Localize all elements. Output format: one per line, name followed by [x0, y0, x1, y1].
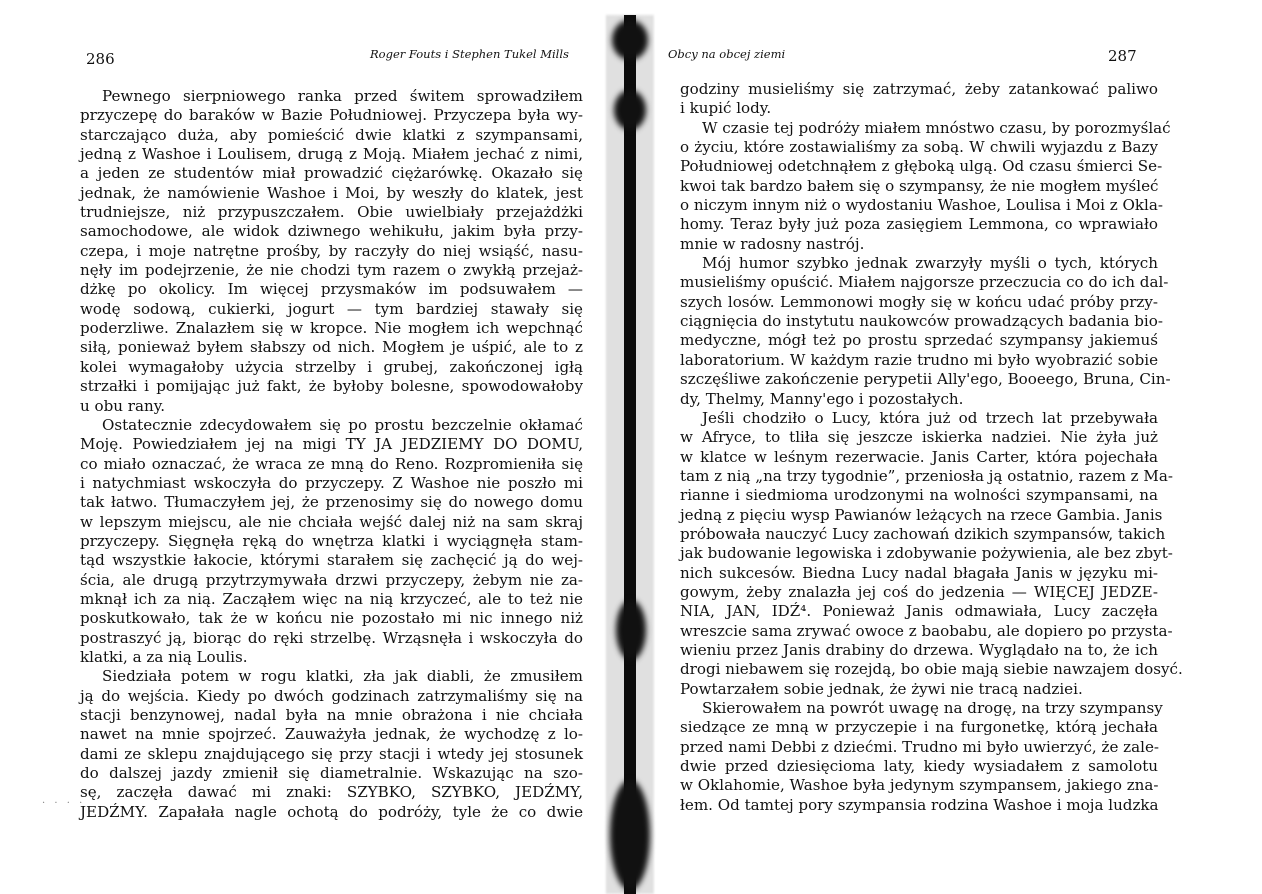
text-line: drogi niebawem się rozejdą, bo obie mają siebie nawzajem dosyć.	[680, 660, 1183, 679]
body-text	[80, 87, 583, 822]
running-head: Roger Fouts i Stephen Tukel Mills	[370, 47, 569, 61]
text-line: o życiu, które zostawialiśmy za sobą. W chwili wyjazdu z Bazy	[680, 138, 1158, 157]
text-line: jedną z Washoe i Loulisem, drugą z Moją. Miałem jechać z nimi,	[80, 145, 583, 164]
text-line: nich sukcesów. Biedna Lucy nadal błagała Janis w języku mi-	[680, 563, 1158, 582]
text-line: siłą, ponieważ byłem słabszy od nich. Mogłem je uśpić, ale to z	[80, 338, 583, 357]
text-line: o niczym innym niż o wydostaniu Washoe, Loulisa i Moi z Okla-	[680, 196, 1163, 215]
spine-core	[624, 15, 636, 894]
text-line: Jeśli chodziło o Lucy, która już od trzech lat przebywała	[702, 408, 1158, 427]
text-line: dy, Thelmy, Manny'ego i pozostałych.	[680, 389, 964, 408]
text-line: nawet na mnie spojrzeć. Zauważyła jednak, że wychodzę z lo-	[80, 725, 583, 744]
text-line: siedzące ze mną w przyczepie i na furgonetkę, którą jechała	[680, 718, 1158, 737]
text-line: a jeden ze studentów miał prowadzić ciężarówkę. Okazało się	[80, 164, 583, 183]
text-line: gowym, żeby znalazła jej coś do jedzenia — WIĘCEJ JEDZE-	[680, 582, 1158, 601]
text-line: w lepszym miejscu, ale nie chciała wejść dalej niż na sam skraj	[80, 512, 583, 531]
text-line: czepa, i moje natrętne prośby, by raczyły do niej wsiąść, nasu-	[80, 241, 583, 260]
text-line: wreszcie sama zrywać owoce z baobabu, ale dopiero po przysta-	[680, 621, 1173, 640]
text-line: nęły im podejrzenie, że nie chodzi tym razem o zwykłą przejaż-	[80, 261, 583, 280]
text-line: co miało oznaczać, że wraca ze mną do Reno. Rozpromieniła się	[80, 454, 583, 473]
text-line: NIA, JAN, IDŹ⁴. Ponieważ Janis odmawiała, Lucy zaczęła	[680, 602, 1158, 621]
text-line: i natychmiast wskoczyła do przyczepy. Z Washoe nie poszło mi	[80, 473, 583, 492]
text-line: tąd wszystkie łakocie, którymi starałem się zachęcić ją do wej-	[80, 551, 583, 570]
text-line: jednak, że namówienie Washoe i Moi, by weszły do klatek, jest	[80, 183, 583, 202]
text-line: medyczne, mógł też po prostu sprzedać szympansy jakiemuś	[680, 331, 1158, 350]
text-line: przyczepę do baraków w Bazie Południowej. Przyczepa była wy-	[80, 106, 583, 125]
text-line: poderzliwe. Znalazłem się w kropce. Nie mogłem ich wepchnąć	[80, 319, 583, 338]
text-line: Pewnego sierpniowego ranka przed świtem sprowadziłem	[102, 87, 583, 105]
text-line: strzałki i pomijając już fakt, że byłoby bolesne, spowodowałoby	[80, 377, 583, 396]
text-line: sę, zaczęła dawać mi znaki: SZYBKO, SZYBKO, JEDŹMY,	[80, 783, 583, 802]
spine-blob	[610, 780, 650, 890]
text-line: i kupić lody.	[680, 99, 772, 118]
text-line: dwie przed dziesięcioma laty, kiedy wysiadałem z samolotu	[680, 757, 1158, 776]
text-line: rianne i siedmioma urodzonymi na wolności szympansami, na	[680, 486, 1158, 505]
text-line: ją do wejścia. Kiedy po dwóch godzinach zatrzymaliśmy się na	[80, 686, 583, 705]
text-line: Mój humor szybko jednak zwarzyły myśli o tych, których	[702, 254, 1158, 273]
right-page	[660, 0, 1262, 894]
text-line: w Afryce, to tliła się jeszcze iskierka nadziei. Nie żyła już	[680, 428, 1158, 447]
spine-blob	[612, 20, 648, 60]
text-line: stacji benzynowej, nadal była na mnie obrażona i nie chciała	[80, 706, 583, 724]
text-line: mnie w radosny nastrój.	[680, 234, 865, 253]
left-page	[0, 0, 600, 894]
text-line: W czasie tej podróży miałem mnóstwo czasu, by porozmyślać	[702, 118, 1171, 137]
body-text	[680, 80, 1183, 815]
text-line: ścia, ale drugą przytrzymywała drzwi przyczepy, żebym nie za-	[80, 570, 583, 589]
text-line: Ostatecznie zdecydowałem się po prostu bezczelnie okłamać	[102, 415, 583, 434]
page-number: 287	[1108, 47, 1137, 65]
text-line: przyczepy. Sięgnęła ręką do wnętrza klatki i wyciągnęła stam-	[80, 531, 583, 550]
text-line: tak łatwo. Tłumaczyłem jej, że przenosimy się do nowego domu	[80, 493, 583, 512]
spine-blob	[614, 90, 646, 130]
text-line: szczęśliwe zakończenie perypetii Ally'ego, Booeego, Bruna, Cin-	[680, 370, 1171, 389]
text-line: mknął ich za nią. Zacząłem więc na nią krzyczeć, ale to też nie	[80, 589, 583, 608]
text-line: do dalszej jazdy zmienił się diametralnie. Wskazując na szo-	[80, 764, 583, 783]
text-line: Skierowałem na powrót uwagę na drogę, na trzy szympansy	[702, 699, 1163, 717]
text-line: tam z nią „na trzy tygodnie”, przeniosła ją ostatnio, razem z Ma-	[680, 466, 1173, 485]
text-line: laboratorium. W każdym razie trudno mi było wyobrazić sobie	[680, 350, 1158, 369]
text-line: łem. Od tamtej pory szympansia rodzina Washoe i moja ludzka	[680, 795, 1159, 814]
text-line: próbowała nauczyć Lucy zachowań dzikich szympansów, takich	[680, 524, 1166, 543]
text-line: starczająco duża, aby pomieścić dwie klatki z szympansami,	[80, 125, 583, 144]
text-line: klatki, a za nią Loulis.	[80, 647, 248, 666]
text-line: homy. Teraz były już poza zasięgiem Lemmona, co wprawiało	[680, 215, 1158, 234]
text-line: Południowej odetchnąłem z głęboką ulgą. Od czasu śmierci Se-	[680, 157, 1163, 176]
text-line: szych losów. Lemmonowi mogły się w końcu udać próby przy-	[680, 292, 1158, 311]
text-line: postraszyć ją, biorąc do ręki strzelbę. Wrząsnęła i wskoczyła do	[80, 628, 583, 647]
running-head: Obcy na obcej ziemi	[668, 47, 786, 61]
text-line: kolei wymagałoby użycia strzelby i grubej, zakończonej igłą	[80, 357, 583, 376]
text-line: Moję. Powiedziałem jej na migi TY JA JEDZIEMY DO DOMU,	[80, 435, 583, 454]
text-line: wieniu przez Janis drabiny do drzewa. Wyglądało na to, że ich	[680, 640, 1158, 659]
text-line: u obu rany.	[80, 396, 166, 415]
text-line: przed nami Debbi z dziećmi. Trudno mi było uwierzyć, że zale-	[680, 737, 1159, 756]
text-line: kwoi tak bardzo bałem się o szympansy, że nie mogłem myśleć	[680, 176, 1159, 195]
book-spine-gutter	[602, 0, 658, 894]
text-line: dami ze sklepu znajdującego się przy stacji i wtedy jej stosunek	[80, 744, 583, 763]
text-line: poskutkowało, tak że w końcu nie pozostało mi nic innego niż	[80, 609, 583, 628]
margin-marks: · · · ·	[42, 798, 86, 809]
text-line: Powtarzałem sobie jednak, że żywi nie tracą nadziei.	[680, 679, 1083, 698]
text-line: wodę sodową, cukierki, jogurt — tym bardziej stawały się	[80, 299, 583, 318]
text-line: godziny musieliśmy się zatrzymać, żeby zatankować paliwo	[680, 80, 1158, 98]
text-line: musieliśmy opuścić. Miałem najgorsze przeczucia co do ich dal-	[680, 273, 1169, 292]
text-line: jak budowanie legowiska i zdobywanie pożywienia, ale bez zbyt-	[680, 544, 1173, 563]
text-line: w klatce w leśnym rezerwacie. Janis Carter, która pojechała	[680, 447, 1158, 466]
spine-blob	[616, 600, 646, 660]
text-line: Siedziała potem w rogu klatki, zła jak diabli, że zmusiłem	[102, 667, 583, 686]
text-line: w Oklahomie, Washoe była jedynym szympansem, jakiego zna-	[680, 776, 1159, 795]
text-line: dżkę po okolicy. Im więcej przysmaków im podsuwałem —	[80, 280, 583, 299]
text-line: jedną z pięciu wysp Pawianów leżących na rzece Gambia. Janis	[680, 505, 1163, 524]
text-line: samochodowe, ale widok dziwnego wehikułu, jakim była przy-	[80, 222, 583, 241]
text-line: JEDŹMY. Zapałała nagle ochotą do podróży, tyle że co dwie	[80, 802, 583, 821]
text-line: ciągnięcia do instytutu naukowców prowadzących badania bio-	[680, 312, 1163, 331]
page-number: 286	[86, 50, 115, 68]
text-line: trudniejsze, niż przypuszczałem. Obie uwielbiały przejażdżki	[80, 203, 583, 222]
